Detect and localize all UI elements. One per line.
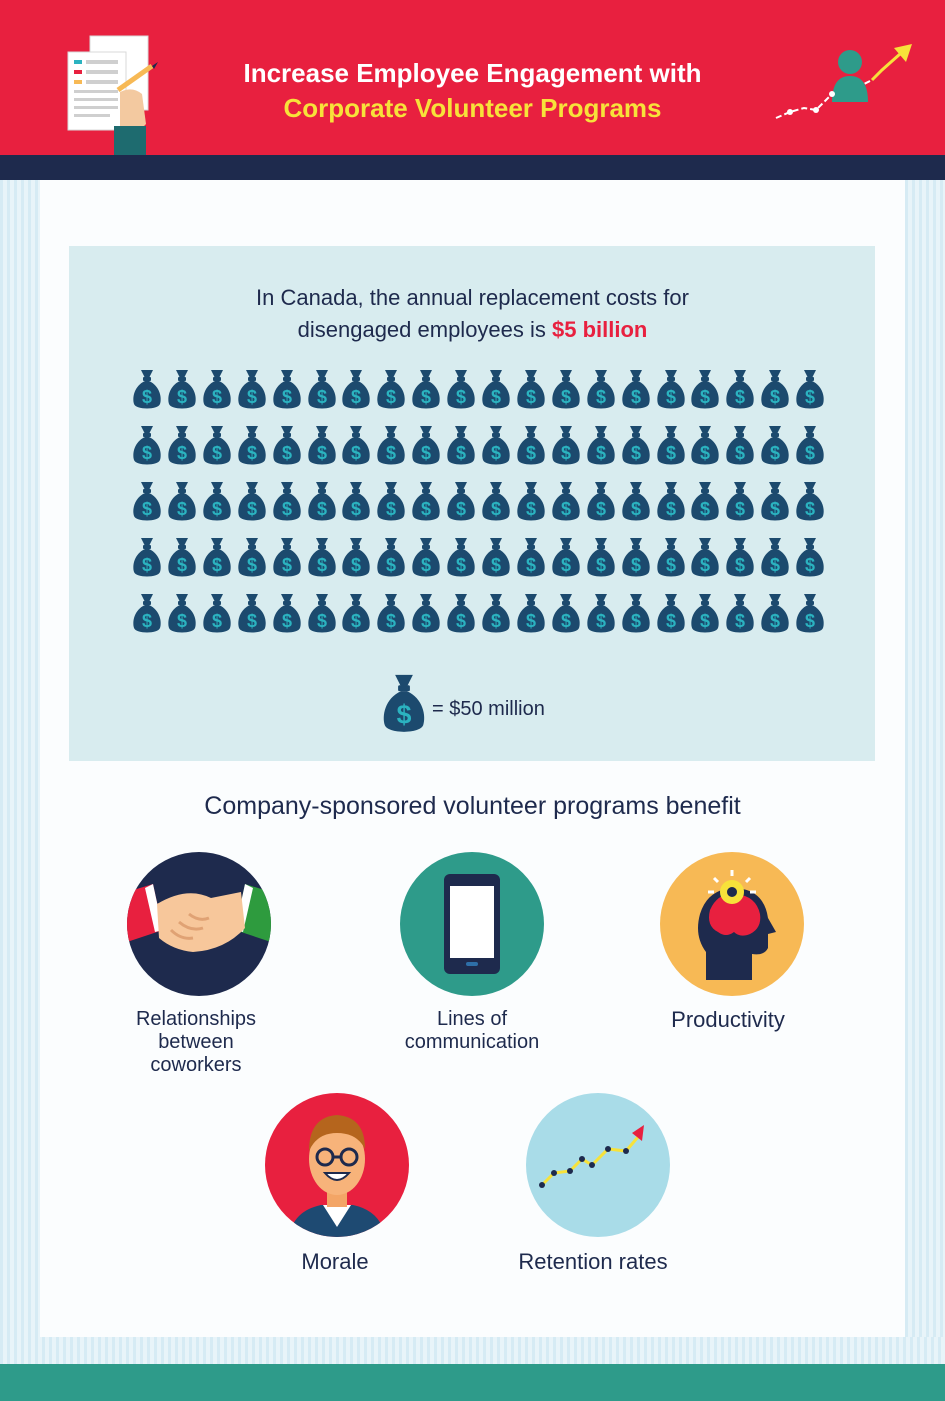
svg-text:$: $ xyxy=(421,387,432,407)
svg-text:$: $ xyxy=(700,555,711,575)
money-bag-icon xyxy=(341,590,371,636)
rising-trend-icon xyxy=(526,1093,670,1237)
money-bag-icon xyxy=(795,422,825,468)
svg-text:$: $ xyxy=(386,443,397,463)
money-bag-icon xyxy=(202,478,232,524)
money-bag-icon xyxy=(586,534,616,580)
svg-text:$: $ xyxy=(456,611,467,631)
money-bag-icon xyxy=(272,478,302,524)
svg-text:$: $ xyxy=(351,443,362,463)
svg-text:$: $ xyxy=(665,443,676,463)
svg-text:$: $ xyxy=(316,499,327,519)
svg-text:$: $ xyxy=(421,499,432,519)
benefit-label-communication xyxy=(372,1008,572,1054)
svg-text:$: $ xyxy=(560,499,571,519)
svg-text:$: $ xyxy=(700,499,711,519)
money-bag-icon xyxy=(551,478,581,524)
page-title-line-2: Corporate Volunteer Programs xyxy=(283,93,662,123)
head-lightbulb-icon xyxy=(660,852,804,996)
svg-text:$: $ xyxy=(176,555,187,575)
money-bag-icon xyxy=(481,366,511,412)
money-bag-icon xyxy=(307,534,337,580)
svg-text:$: $ xyxy=(770,499,781,519)
svg-text:$: $ xyxy=(316,443,327,463)
money-bag-icon xyxy=(307,366,337,412)
svg-text:$: $ xyxy=(525,387,536,407)
svg-text:$: $ xyxy=(141,387,153,407)
svg-text:$: $ xyxy=(490,499,502,519)
money-bag-icon xyxy=(132,422,162,468)
svg-text:$: $ xyxy=(525,443,536,463)
money-bag-icon xyxy=(446,478,476,524)
svg-text:$: $ xyxy=(735,611,746,631)
svg-text:$: $ xyxy=(246,611,257,631)
money-bag-icon xyxy=(725,366,755,412)
svg-text:$: $ xyxy=(211,555,222,575)
svg-text:$: $ xyxy=(246,499,257,519)
svg-text:$: $ xyxy=(630,387,641,407)
money-bag-icon xyxy=(690,534,720,580)
money-bag-icon xyxy=(411,534,441,580)
svg-text:$: $ xyxy=(386,555,397,575)
svg-text:$: $ xyxy=(805,499,816,519)
svg-text:$: $ xyxy=(281,611,292,631)
money-bag-icon xyxy=(551,366,581,412)
svg-text:$: $ xyxy=(490,443,502,463)
svg-text:$: $ xyxy=(665,611,676,631)
svg-text:$: $ xyxy=(560,611,571,631)
money-bag-icon xyxy=(272,366,302,412)
money-bag-icon xyxy=(621,366,651,412)
money-bag-icon xyxy=(237,590,267,636)
benefit-label-productivity xyxy=(628,1008,828,1031)
svg-text:$: $ xyxy=(665,499,676,519)
svg-text:$: $ xyxy=(490,555,502,575)
money-bag-icon xyxy=(446,366,476,412)
label-line: Morale xyxy=(301,1249,369,1274)
communication-circle xyxy=(400,852,544,996)
svg-text:$: $ xyxy=(246,387,257,407)
page-title-line-1: Increase Employee Engagement with xyxy=(243,58,702,88)
productivity-circle xyxy=(660,852,804,996)
stat-text-prefix: disengaged employees is xyxy=(297,317,553,342)
svg-text:$: $ xyxy=(351,611,362,631)
svg-text:$: $ xyxy=(630,443,641,463)
svg-text:$: $ xyxy=(490,387,502,407)
svg-text:$: $ xyxy=(246,443,257,463)
money-bag-icon xyxy=(307,422,337,468)
svg-text:$: $ xyxy=(316,611,327,631)
svg-text:$: $ xyxy=(805,387,816,407)
money-bag-icon xyxy=(795,478,825,524)
svg-text:$: $ xyxy=(805,611,816,631)
handshake-icon xyxy=(127,852,271,996)
svg-text:$: $ xyxy=(630,611,641,631)
svg-text:$: $ xyxy=(490,611,502,631)
svg-text:$: $ xyxy=(700,387,711,407)
money-bag-icon xyxy=(690,422,720,468)
benefit-label-retention xyxy=(493,1250,693,1273)
svg-text:$: $ xyxy=(456,499,467,519)
svg-text:$: $ xyxy=(176,611,187,631)
money-bag-icon xyxy=(516,590,546,636)
svg-text:$: $ xyxy=(211,443,222,463)
money-bag-icon xyxy=(760,422,790,468)
svg-text:$: $ xyxy=(805,555,816,575)
svg-text:$: $ xyxy=(246,555,257,575)
svg-text:$: $ xyxy=(700,611,711,631)
benefit-label-relationships xyxy=(96,1008,296,1077)
money-bag-icon xyxy=(376,422,406,468)
svg-text:$: $ xyxy=(770,555,781,575)
money-bag-icon xyxy=(446,422,476,468)
svg-text:$: $ xyxy=(456,387,467,407)
money-bag-icon xyxy=(481,478,511,524)
footer-band xyxy=(0,1364,945,1401)
svg-text:$: $ xyxy=(665,387,676,407)
svg-text:$: $ xyxy=(316,387,327,407)
money-bag-icon xyxy=(760,366,790,412)
svg-text:$: $ xyxy=(630,555,641,575)
money-bag-icon xyxy=(795,534,825,580)
svg-text:$: $ xyxy=(141,611,153,631)
morale-circle xyxy=(265,1093,409,1237)
money-bag-icon xyxy=(725,590,755,636)
money-bag-icon xyxy=(202,590,232,636)
svg-text:$: $ xyxy=(421,611,432,631)
svg-text:$: $ xyxy=(770,611,781,631)
svg-text:$: $ xyxy=(525,499,536,519)
money-bag-icon xyxy=(760,590,790,636)
money-bag-icon xyxy=(202,366,232,412)
money-bag-icon xyxy=(307,478,337,524)
stat-text-line-1: In Canada, the annual replacement costs for xyxy=(256,285,689,310)
svg-text:$: $ xyxy=(560,443,571,463)
money-bag-icon xyxy=(621,422,651,468)
money-bag-icon xyxy=(341,534,371,580)
svg-text:$: $ xyxy=(805,443,816,463)
label-line: Relationships xyxy=(135,1008,257,1030)
money-bag-icon xyxy=(760,534,790,580)
money-bag-icon xyxy=(725,534,755,580)
money-bag-icon xyxy=(621,534,651,580)
money-bag-icon xyxy=(132,590,162,636)
svg-text:$: $ xyxy=(630,499,641,519)
svg-text:$: $ xyxy=(141,443,153,463)
money-bag-icon xyxy=(586,590,616,636)
label-line: Productivity xyxy=(671,1007,785,1032)
money-bag-icon xyxy=(481,422,511,468)
svg-text:$: $ xyxy=(386,387,397,407)
money-bag-icon xyxy=(690,590,720,636)
money-bag-icon xyxy=(237,534,267,580)
money-bag-icon xyxy=(446,590,476,636)
money-bag-icon xyxy=(656,478,686,524)
money-bag-icon xyxy=(132,478,162,524)
money-bag-icon xyxy=(411,366,441,412)
svg-text:$: $ xyxy=(770,443,781,463)
svg-text:$: $ xyxy=(665,555,676,575)
svg-text:$: $ xyxy=(735,443,746,463)
label-line: Lines of xyxy=(436,1008,508,1030)
frame-stripe-bottom xyxy=(0,1337,945,1364)
svg-text:$: $ xyxy=(386,611,397,631)
money-bag-icon xyxy=(690,366,720,412)
money-bag-icon xyxy=(656,422,686,468)
money-bag-icon xyxy=(656,366,686,412)
money-bag-icon xyxy=(167,478,197,524)
money-bag-icon xyxy=(341,478,371,524)
money-bag-icon xyxy=(132,534,162,580)
label-line: communication xyxy=(404,1031,540,1053)
money-bag-icon xyxy=(586,366,616,412)
money-bag-icon xyxy=(376,590,406,636)
money-bag-icon xyxy=(725,478,755,524)
svg-text:$: $ xyxy=(211,499,222,519)
money-bag-icon xyxy=(341,366,371,412)
svg-text:$: $ xyxy=(396,699,412,730)
money-bag-icon xyxy=(132,366,162,412)
money-bag-icon xyxy=(272,534,302,580)
svg-text:$: $ xyxy=(595,443,606,463)
money-bag-icon xyxy=(167,590,197,636)
money-bag-icon xyxy=(621,478,651,524)
money-bag-icon xyxy=(795,366,825,412)
svg-text:$: $ xyxy=(735,387,746,407)
svg-text:$: $ xyxy=(560,387,571,407)
svg-text:$: $ xyxy=(211,611,222,631)
svg-text:$: $ xyxy=(421,555,432,575)
money-bag-icon xyxy=(656,590,686,636)
benefit-label-morale xyxy=(235,1250,435,1273)
money-bag-icon xyxy=(237,478,267,524)
money-bag-icon xyxy=(551,422,581,468)
money-bag-icon xyxy=(376,366,406,412)
svg-text:$: $ xyxy=(351,387,362,407)
money-bag-icon xyxy=(381,669,427,737)
money-bag-icon xyxy=(656,534,686,580)
label-line: coworkers xyxy=(150,1054,242,1076)
money-bag-icon xyxy=(411,478,441,524)
money-bag-icon xyxy=(376,478,406,524)
money-bag-icon xyxy=(167,366,197,412)
svg-text:$: $ xyxy=(281,499,292,519)
svg-text:$: $ xyxy=(525,555,536,575)
money-bag-icon xyxy=(551,534,581,580)
svg-text:$: $ xyxy=(595,555,606,575)
svg-text:$: $ xyxy=(176,499,187,519)
money-bag-icon xyxy=(167,534,197,580)
money-bag-icon xyxy=(516,422,546,468)
svg-text:$: $ xyxy=(141,499,153,519)
svg-text:$: $ xyxy=(595,387,606,407)
money-bag-icon xyxy=(621,590,651,636)
svg-text:$: $ xyxy=(456,443,467,463)
money-bag-icon xyxy=(237,422,267,468)
svg-text:$: $ xyxy=(456,555,467,575)
svg-text:$: $ xyxy=(595,499,606,519)
money-bag-icon xyxy=(341,422,371,468)
svg-text:$: $ xyxy=(281,387,292,407)
svg-text:$: $ xyxy=(176,443,187,463)
svg-text:$: $ xyxy=(735,499,746,519)
money-bag-icon xyxy=(760,478,790,524)
relationships-circle xyxy=(127,852,271,996)
stat-highlight-value: $5 billion xyxy=(552,317,648,342)
money-bag-icon xyxy=(586,422,616,468)
money-bag-icon xyxy=(516,478,546,524)
svg-text:$: $ xyxy=(281,555,292,575)
svg-text:$: $ xyxy=(735,555,746,575)
money-bag-icon xyxy=(516,366,546,412)
smartphone-icon xyxy=(400,852,544,996)
money-bag-icon xyxy=(272,422,302,468)
money-bag-grid xyxy=(0,0,945,700)
svg-text:$: $ xyxy=(700,443,711,463)
money-bag-icon xyxy=(795,590,825,636)
money-bag-icon xyxy=(167,422,197,468)
money-bag-icon xyxy=(516,534,546,580)
money-bag-icon xyxy=(202,534,232,580)
money-bag-icon xyxy=(411,422,441,468)
svg-text:$: $ xyxy=(770,387,781,407)
money-bag-icon xyxy=(237,366,267,412)
svg-text:$: $ xyxy=(351,499,362,519)
money-bag-icon xyxy=(446,534,476,580)
money-bag-icon xyxy=(481,534,511,580)
benefits-heading: Company-sponsored volunteer programs benefit xyxy=(204,792,741,820)
money-bag-icon xyxy=(202,422,232,468)
money-bag-icon xyxy=(376,534,406,580)
svg-text:$: $ xyxy=(386,499,397,519)
retention-circle xyxy=(526,1093,670,1237)
svg-text:$: $ xyxy=(525,611,536,631)
label-line: Retention rates xyxy=(518,1249,668,1274)
money-bag-icon xyxy=(725,422,755,468)
svg-text:$: $ xyxy=(595,611,606,631)
smiling-man-icon xyxy=(265,1093,409,1237)
svg-text:$: $ xyxy=(351,555,362,575)
svg-text:$: $ xyxy=(141,555,153,575)
money-bag-icon xyxy=(307,590,337,636)
svg-text:$: $ xyxy=(560,555,571,575)
money-bag-icon xyxy=(690,478,720,524)
money-bag-icon xyxy=(586,478,616,524)
money-bag-icon xyxy=(481,590,511,636)
money-bag-icon xyxy=(411,590,441,636)
svg-text:$: $ xyxy=(281,443,292,463)
legend-text: = $50 million xyxy=(432,698,545,720)
svg-text:$: $ xyxy=(211,387,222,407)
money-bag-icon xyxy=(551,590,581,636)
label-line: between xyxy=(158,1031,234,1053)
svg-text:$: $ xyxy=(421,443,432,463)
money-bag-icon xyxy=(272,590,302,636)
svg-text:$: $ xyxy=(176,387,187,407)
svg-text:$: $ xyxy=(316,555,327,575)
